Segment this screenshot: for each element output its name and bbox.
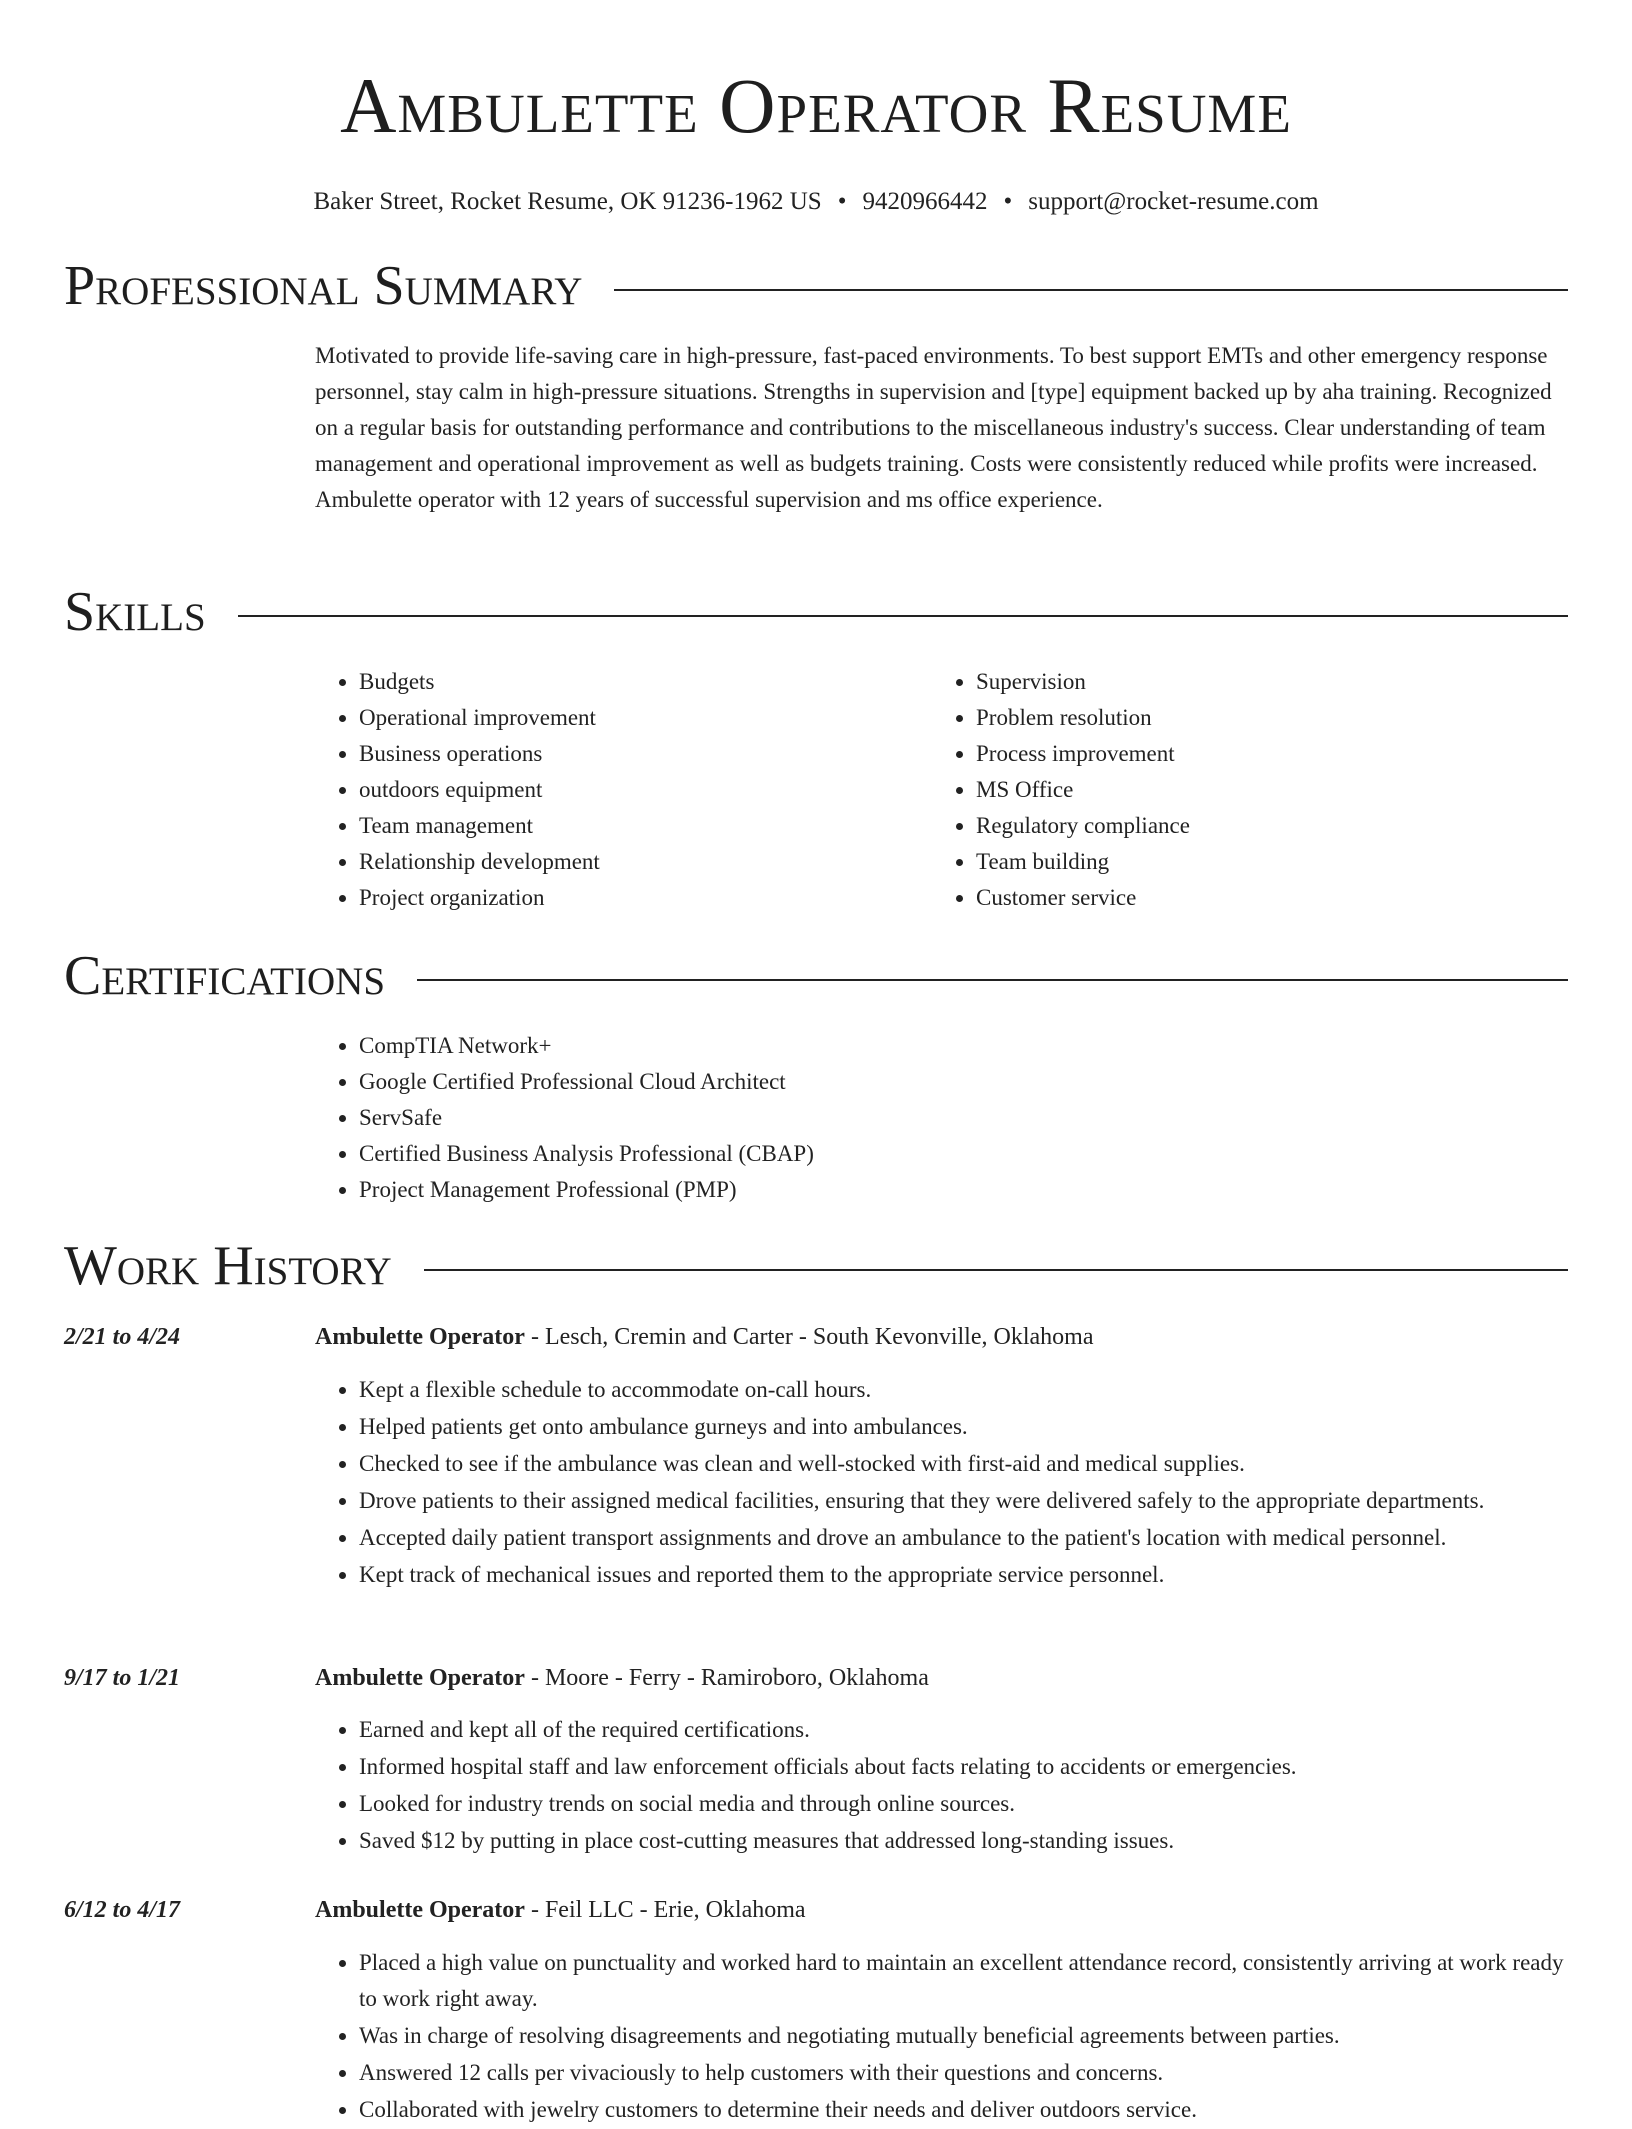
job-details: - Moore - Ferry - Ramiroboro, Oklahoma bbox=[524, 1665, 929, 1691]
job-heading bbox=[315, 1893, 806, 1927]
job-bullet: • Saved $12 by putting in place cost-cutting measures that addressed long-standing issues. bbox=[359, 1823, 1570, 1859]
job-bullet-list bbox=[315, 1945, 1570, 2128]
skill-item: • Team management bbox=[359, 808, 875, 844]
certification-item: • Project Management Professional (PMP) bbox=[359, 1172, 1565, 1208]
job-bullet: • Checked to see if the ambulance was clean and well-stocked with first-aid and medical supplies. bbox=[359, 1446, 1570, 1482]
certification-item: • Certified Business Analysis Professional (CBAP) bbox=[359, 1136, 1565, 1172]
skill-item: • outdoors equipment bbox=[359, 772, 875, 808]
job-role: Ambulette Operator bbox=[315, 1324, 525, 1350]
skill-item: • Regulatory compliance bbox=[976, 808, 1532, 844]
skills-heading: Skills bbox=[64, 581, 206, 643]
skills-list-right bbox=[932, 664, 1532, 916]
contact-line bbox=[0, 186, 1632, 218]
resume-header bbox=[0, 58, 1632, 218]
job-bullet-list bbox=[315, 1372, 1570, 1593]
contact-phone: 9420966442 bbox=[862, 188, 988, 215]
job-bullet: • Collaborated with jewelry customers to determine their needs and deliver outdoors service. bbox=[359, 2092, 1570, 2128]
skills-list-left bbox=[315, 664, 875, 916]
job-details: - Lesch, Cremin and Carter - South Kevonville, Oklahoma bbox=[524, 1324, 1094, 1350]
job-bullet: • Looked for industry trends on social media and through online sources. bbox=[359, 1786, 1570, 1822]
job-bullet-list bbox=[315, 1712, 1570, 1859]
contact-separator: • bbox=[1003, 188, 1013, 215]
job-role: Ambulette Operator bbox=[315, 1897, 525, 1923]
certifications-list bbox=[315, 1028, 1565, 1208]
skill-item: • Supervision bbox=[976, 664, 1532, 700]
skills-left-column bbox=[315, 664, 875, 916]
contact-address: Baker Street, Rocket Resume, OK 91236-1962 US bbox=[313, 188, 822, 215]
job-bullet: • Helped patients get onto ambulance gurneys and into ambulances. bbox=[359, 1409, 1570, 1445]
job-dates: 9/17 to 1/21 bbox=[64, 1665, 181, 1691]
skill-item: • Budgets bbox=[359, 664, 875, 700]
job-duties bbox=[315, 1712, 1570, 1860]
job-heading bbox=[315, 1661, 929, 1695]
skill-item: • MS Office bbox=[976, 772, 1532, 808]
job-bullet: • Informed hospital staff and law enforcement officials about facts relating to accidents or emergencies. bbox=[359, 1749, 1570, 1785]
job-heading bbox=[315, 1320, 1093, 1354]
skill-item: • Project organization bbox=[359, 880, 875, 916]
job-duties bbox=[315, 1372, 1570, 1594]
section-divider bbox=[614, 289, 1568, 291]
summary-heading: Professional Summary bbox=[64, 255, 583, 317]
work-history-heading: Work History bbox=[64, 1235, 392, 1297]
certifications-section-heading bbox=[64, 946, 1568, 1006]
certification-item: • ServSafe bbox=[359, 1100, 1565, 1136]
certifications-heading: Certifications bbox=[64, 945, 386, 1007]
summary-text: Motivated to provide life-saving care in high-pressure, fast-paced environments. To best support EMTs and other emergency response personnel, stay calm in high-pressure situations. Strengths in supervision and [type] equipment backed up by aha training. Recognized on a regular basis for outstanding performance and contributions to the miscellaneous industry's success. Clear understanding of team management and operational improvement as well as budgets training. Costs were consistently reduced while profits were increased. Ambulette operator with 12 years of successful supervision and ms office experience. bbox=[315, 343, 1552, 512]
certifications-block bbox=[315, 1028, 1565, 1208]
contact-email: support@rocket-resume.com bbox=[1028, 188, 1319, 215]
skills-section-heading bbox=[64, 582, 1568, 642]
job-bullet: • Answered 12 calls per vivaciously to help customers with their questions and concerns. bbox=[359, 2055, 1570, 2091]
summary-section-heading bbox=[64, 256, 1568, 316]
skill-item: • Business operations bbox=[359, 736, 875, 772]
skill-item: • Team building bbox=[976, 844, 1532, 880]
job-bullet: • Drove patients to their assigned medical facilities, ensuring that they were delivered safely to the appropriate departments. bbox=[359, 1483, 1570, 1519]
skill-item: • Relationship development bbox=[359, 844, 875, 880]
work-history-section-heading bbox=[64, 1236, 1568, 1296]
section-divider bbox=[417, 979, 1568, 981]
job-bullet: • Accepted daily patient transport assignments and drove an ambulance to the patient's location with medical personnel. bbox=[359, 1520, 1570, 1556]
skill-item: • Process improvement bbox=[976, 736, 1532, 772]
section-divider bbox=[238, 615, 1568, 617]
job-role: Ambulette Operator bbox=[315, 1665, 525, 1691]
resume-title: Ambulette Operator Resume bbox=[340, 62, 1292, 149]
job-dates: 6/12 to 4/17 bbox=[64, 1897, 181, 1923]
skills-right-column bbox=[932, 664, 1532, 916]
job-details: - Feil LLC - Erie, Oklahoma bbox=[524, 1897, 806, 1923]
job-bullet: • Placed a high value on punctuality and worked hard to maintain an excellent attendance record, consistently arriving at work ready to work right away. bbox=[359, 1945, 1570, 2017]
section-divider bbox=[424, 1269, 1568, 1271]
job-bullet: • Kept track of mechanical issues and reported them to the appropriate service personnel. bbox=[359, 1557, 1570, 1593]
contact-separator: • bbox=[837, 188, 847, 215]
certification-item: • CompTIA Network+ bbox=[359, 1028, 1565, 1064]
job-duties bbox=[315, 1945, 1570, 2129]
job-dates: 2/21 to 4/24 bbox=[64, 1324, 181, 1350]
certification-item: • Google Certified Professional Cloud Architect bbox=[359, 1064, 1565, 1100]
job-bullet: • Was in charge of resolving disagreements and negotiating mutually beneficial agreements between parties. bbox=[359, 2018, 1570, 2054]
job-bullet: • Kept a flexible schedule to accommodate on-call hours. bbox=[359, 1372, 1570, 1408]
skill-item: • Operational improvement bbox=[359, 700, 875, 736]
skill-item: • Problem resolution bbox=[976, 700, 1532, 736]
job-bullet: • Earned and kept all of the required certifications. bbox=[359, 1712, 1570, 1748]
skill-item: • Customer service bbox=[976, 880, 1532, 916]
